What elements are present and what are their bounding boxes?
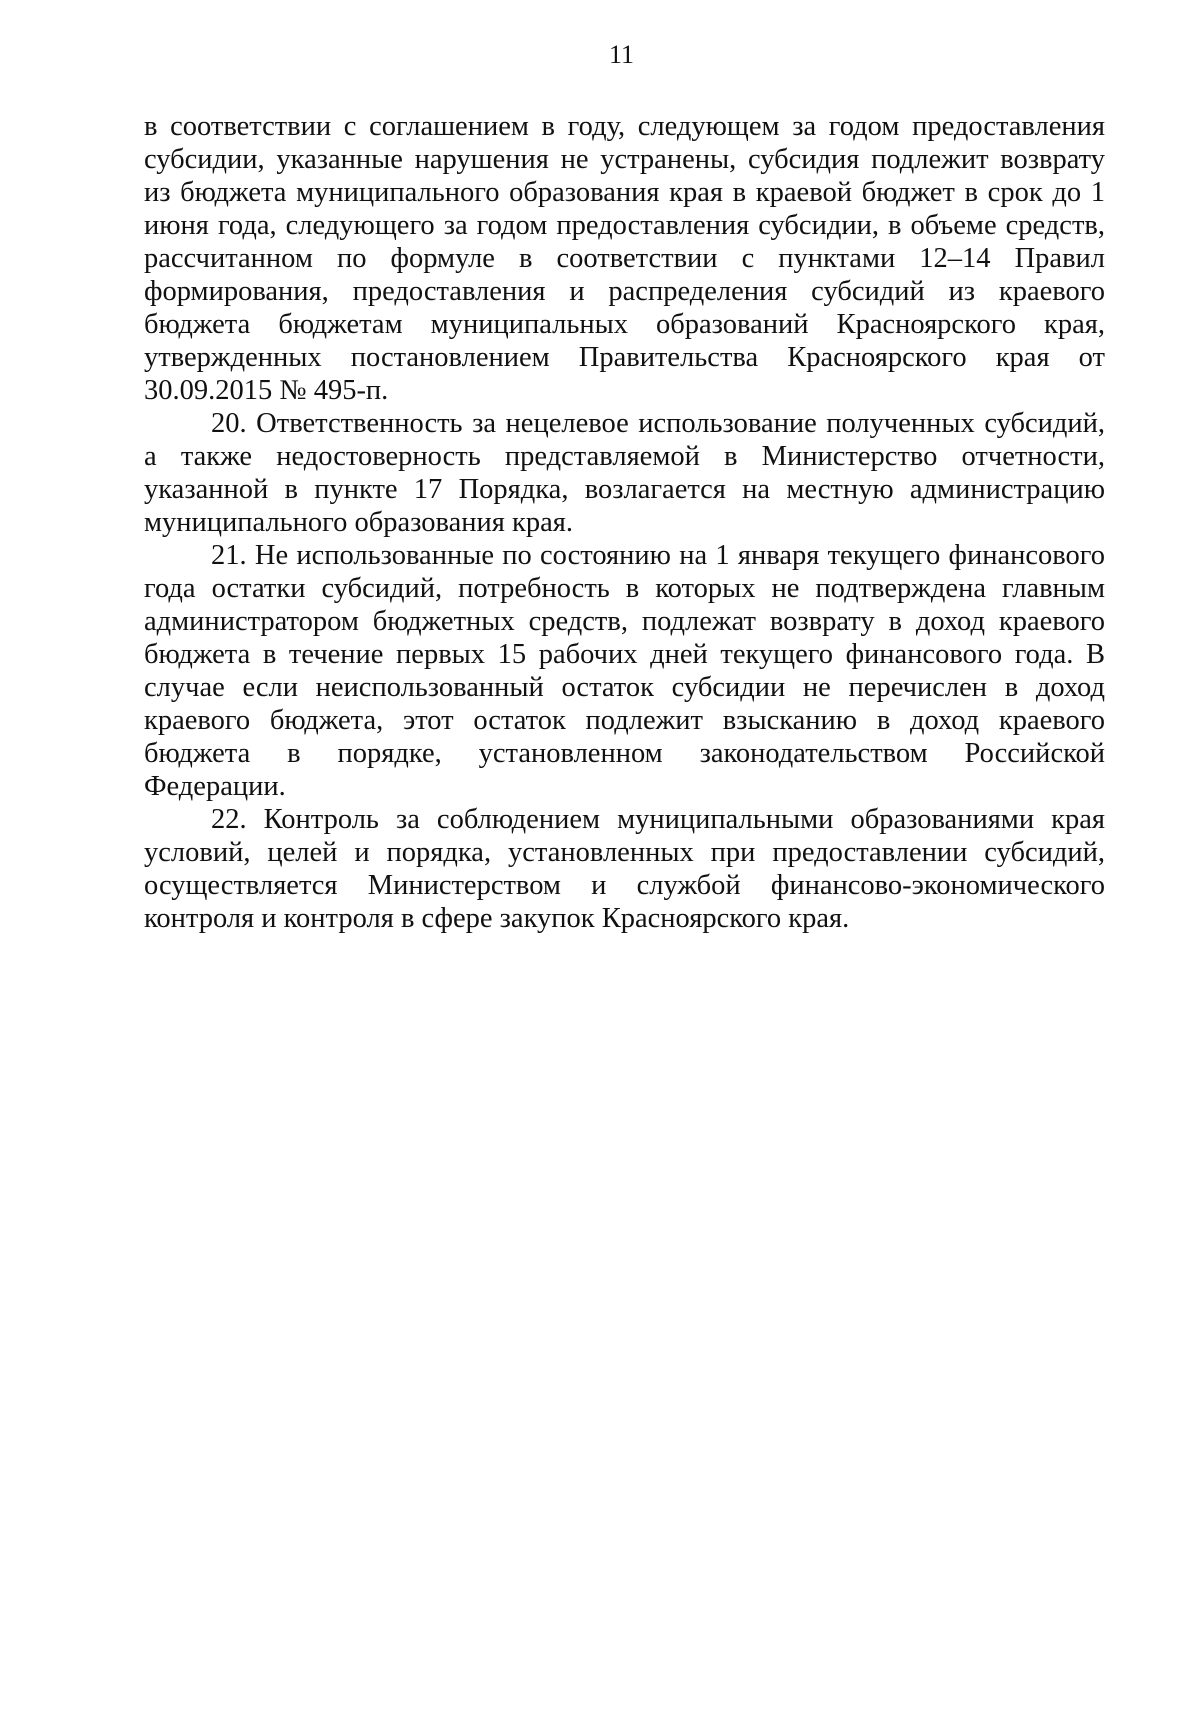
- paragraph-22: 22. Контроль за соблюдением муниципальными образованиями края условий, целей и порядка, установленных при предоставлении субсидий, осуществляется Министерством и службой финансово-экономического контроля и контроля в сфере закупок Красноярского края.: [144, 804, 1105, 934]
- paragraph-21: 21. Не использованные по состоянию на 1 января текущего финансового года остатки субсидий, потребность в которых не подтверждена главным администратором бюджетных средств, подлежат возврату в доход краевого бюджета в течение первых 15 рабочих дней текущего финансового года. В случае если неиспользованный остаток субсидии не перечислен в доход краевого бюджета, этот остаток подлежит взысканию в доход краевого бюджета в порядке, установленном законодательством Российской Федерации.: [144, 540, 1105, 802]
- document-body: [144, 110, 1105, 935]
- paragraph-continuation: в соответствии с соглашением в году, следующем за годом предоставления субсидии, указанные нарушения не устранены, субсидия подлежит возврату из бюджета муниципального образования края в краевой бюджет в срок до 1 июня года, следующего за годом предоставления субсидии, в объеме средств, рассчитанном по формуле в соответствии с пунктами 12–14 Правил формирования, предоставления и распределения субсидий из краевого бюджета бюджетам муниципальных образований Красноярского края, утвержденных постановлением Правительства Красноярского края от 30.09.2015 № 495-п.: [144, 111, 1105, 406]
- page-number: 11: [608, 40, 635, 69]
- paragraph-20: 20. Ответственность за нецелевое использование полученных субсидий, а также недостоверность представляемой в Министерство отчетности, указанной в пункте 17 Порядка, возлагается на местную администрацию муниципального образования края.: [144, 408, 1105, 538]
